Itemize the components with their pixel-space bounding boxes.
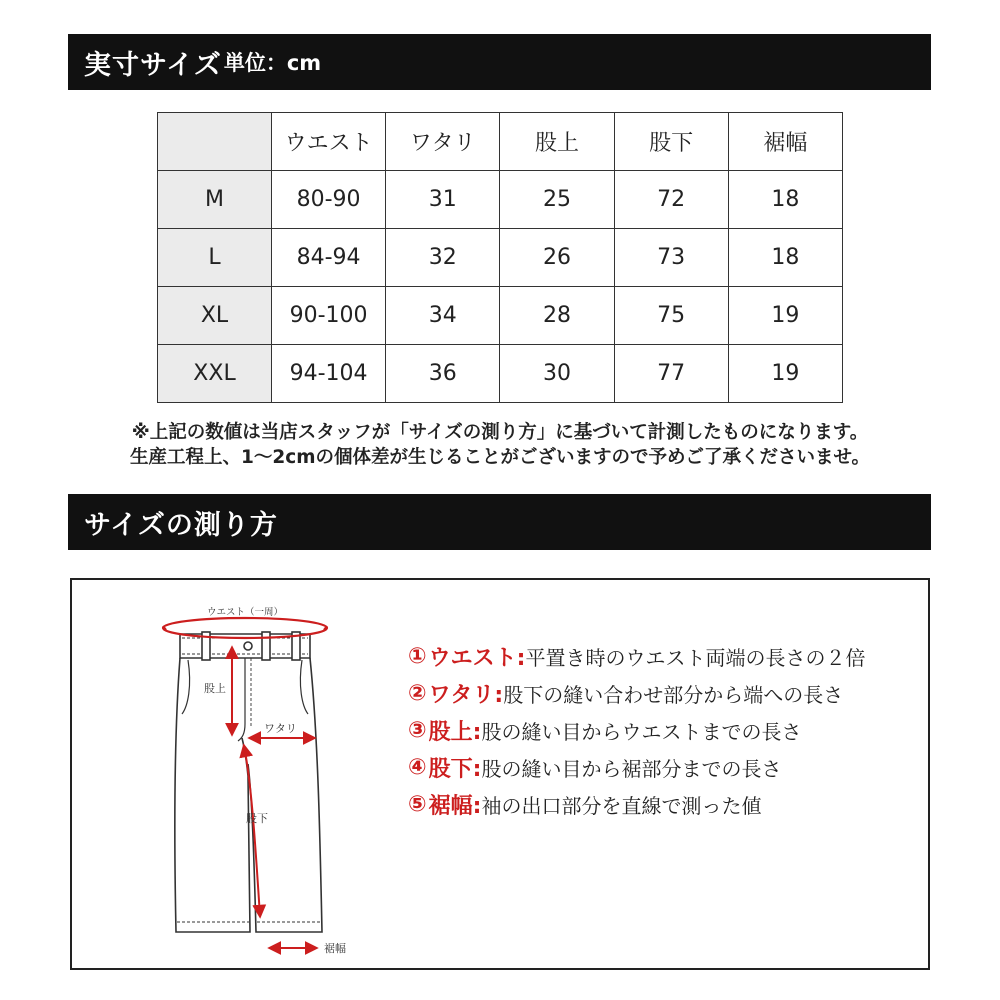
legend-term: ワタリ: [428,683,504,708]
legend-number: ④ [408,755,427,780]
legend-description: 平置き時のウエスト両端の長さの２倍 [525,646,866,670]
column-header-inseam: 股下 [614,113,728,171]
row-size-label: L [158,229,272,287]
table-cell: 30 [500,345,614,403]
pants-diagram [152,596,412,966]
waist-diagram-label: ウエスト（一周） [206,607,284,618]
table-cell: 28 [500,287,614,345]
table-cell: 18 [728,229,842,287]
legend-item-waist [408,638,865,675]
size-unit-label: 単位：cm [223,51,322,75]
table-row [158,229,843,287]
measurement-notes [0,420,1000,470]
column-header-waist: ウエスト [272,113,386,171]
legend-item-thigh [408,675,865,712]
size-table [157,112,843,403]
note-line-1: ※上記の数値は当店スタッフが「サイズの測り方」に基づいて計測したものになります。 [131,422,869,443]
table-cell: 72 [614,171,728,229]
table-cell: 19 [728,287,842,345]
measurement-guide-box [70,578,930,970]
legend-description: 股の縫い目からウエストまでの長さ [481,720,802,744]
legend-item-rise [408,712,865,749]
measure-section-header [68,494,931,550]
legend-term: ウエスト: [428,646,526,671]
row-size-label: XXL [158,345,272,403]
legend-description: 股の縫い目から裾部分までの長さ [481,757,782,781]
note-line-2: 生産工程上、1〜2cmの個体差が生じることがございますので予めご了承くださいませ。 [130,447,870,468]
table-header-row [158,113,843,171]
legend-item-hem [408,786,865,823]
table-cell: 77 [614,345,728,403]
legend-term: 裾幅: [428,794,482,819]
inseam-diagram-label: 股下 [246,812,268,825]
rise-diagram-label: 股上 [204,682,226,695]
table-row [158,287,843,345]
table-cell: 18 [728,171,842,229]
measure-section-title: サイズの測り方 [84,509,278,541]
measurement-legend [408,638,865,823]
row-size-label: M [158,171,272,229]
size-section-title: 実寸サイズ [84,49,222,81]
legend-term: 股下: [428,757,482,782]
column-header-rise: 股上 [500,113,614,171]
table-row [158,345,843,403]
table-cell: 80-90 [272,171,386,229]
table-cell: 75 [614,287,728,345]
column-header-hem: 裾幅 [728,113,842,171]
table-cell: 34 [386,287,500,345]
pants-illustration [175,632,322,932]
legend-description: 袖の出口部分を直線で測った値 [481,794,762,818]
legend-number: ② [408,681,427,706]
hem-diagram-label: 裾幅 [324,942,346,955]
table-cell: 32 [386,229,500,287]
row-size-label: XL [158,287,272,345]
legend-number: ③ [408,718,427,743]
legend-item-inseam [408,749,865,786]
thigh-diagram-label: ワタリ [264,722,297,735]
legend-term: 股上: [428,720,482,745]
table-cell: 25 [500,171,614,229]
table-cell: 84-94 [272,229,386,287]
table-row [158,171,843,229]
size-section-header [68,34,931,90]
legend-description: 股下の縫い合わせ部分から端への長さ [503,683,844,707]
legend-number: ⑤ [408,792,427,817]
table-cell: 36 [386,345,500,403]
table-cell: 26 [500,229,614,287]
table-cell: 94-104 [272,345,386,403]
column-header-thigh: ワタリ [386,113,500,171]
table-cell: 73 [614,229,728,287]
table-corner-cell [158,113,272,171]
table-cell: 31 [386,171,500,229]
table-cell: 19 [728,345,842,403]
table-cell: 90-100 [272,287,386,345]
legend-number: ① [408,644,427,669]
